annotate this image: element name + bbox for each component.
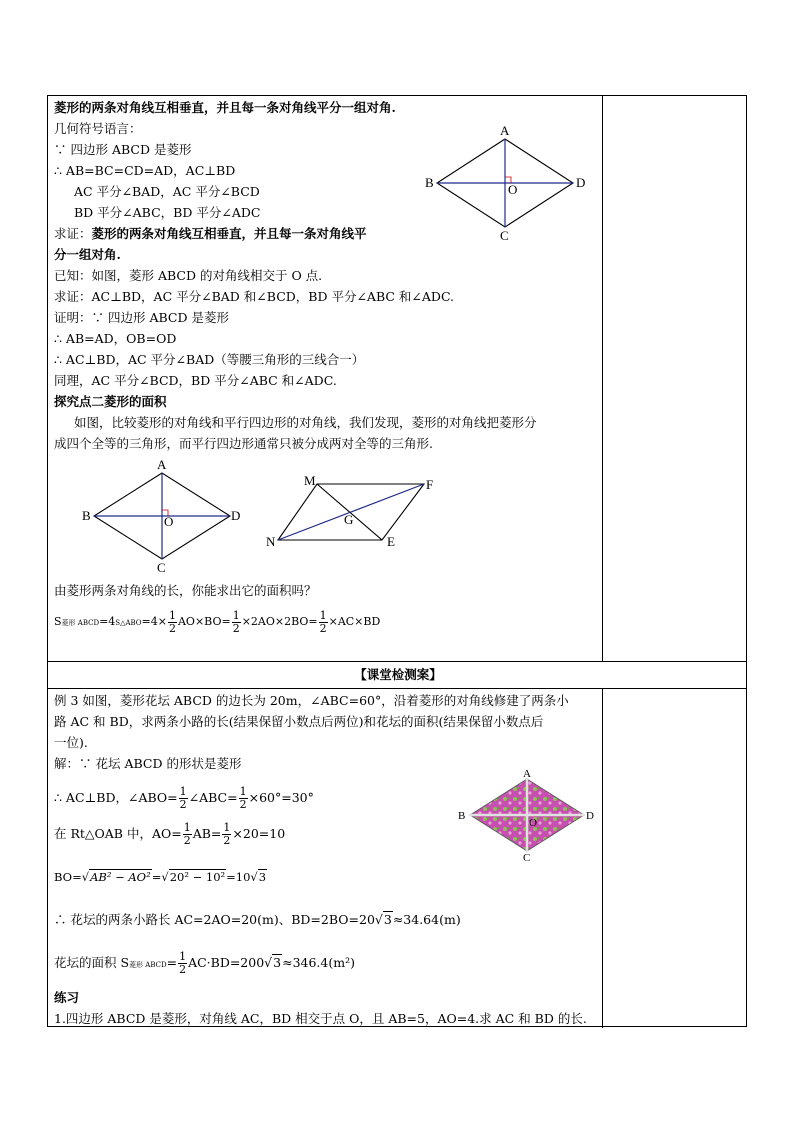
symbolic-label: 几何符号语言： [54,121,142,136]
frac-num: 1 [179,785,187,798]
fraction-half [319,610,328,635]
proof-line-3: ∴ AC⊥BD，AC 平分∠BAD（等腰三角形的三线合一） [54,352,365,367]
sol2-b: ∠ABC= [188,790,238,805]
area-sub-rhombus: 菱形 ABCD [61,619,100,627]
prove-line-1: 菱形的两条对角线互相垂直，并且每一条对角线平 [91,226,367,241]
area-eq1: =4 [99,615,116,628]
sqrt-3: √3 [250,870,267,884]
label-d: D [231,508,241,523]
sqrt-5-radicand: 3 [273,955,282,970]
sol6-b: = [166,955,178,970]
explore-line-1: 如图，比较菱形的对角线和平行四边形的对角线，我们发现，菱形的对角线把菱形分 [74,415,537,430]
frac-den: 2 [232,621,240,635]
sqrt-4: √3 [374,912,392,927]
example-line-3: 一位). [54,735,88,750]
area-t2: ×2AO×2BO= [241,615,318,628]
sol2-c: ×60°=30° [248,790,314,805]
sol6-d: ≈346.4(m²) [282,955,355,970]
column-divider-bottom [602,688,603,1028]
label-f: F [426,477,434,492]
area-formula [54,608,380,637]
rhombus-figure-2 [78,456,248,576]
frac-den: 2 [179,798,187,811]
fraction-half [168,610,177,635]
sol4-a: BO= [54,870,82,884]
section-header: 【课堂检测案】 [354,667,442,682]
fraction-half [179,786,188,811]
solution-line-6 [54,949,355,979]
sol6-a: 花坛的面积 S [54,955,130,970]
solution-line-2 [54,784,314,812]
sqrt-5: √3 [264,955,282,970]
solution-line-5 [54,912,461,928]
label-a: A [523,768,531,780]
prove-line-2: 分一组对角. [54,247,121,262]
label-a: A [500,123,510,138]
fraction-half [239,786,248,811]
label-d: D [586,810,594,822]
sqrt-3-radicand: 3 [258,870,267,884]
fraction-half [183,822,192,847]
sol2-a: ∴ AC⊥BD，∠ABO= [54,790,178,805]
sqrt-1-radicand: AB² − AO² [90,870,151,884]
label-o: O [529,817,537,829]
parallelogram-figure [262,472,442,552]
label-d: D [576,175,586,190]
frac-den: 2 [179,963,187,976]
prove-statement [54,226,367,242]
sol4-c: =10 [226,870,251,884]
frac-den: 2 [223,834,231,847]
label-b: B [82,508,91,523]
sqrt-1: √AB² − AO² [81,870,151,884]
theorem-text: 菱形的两条对角线互相垂直，并且每一条对角线平分一组对角. [54,100,396,115]
example-line-1: 例 3 如图，菱形花坛 ABCD 的边长为 20m，∠ABC=60°，沿着菱形的对角线修建了两条小 [54,693,569,708]
flower-bed-figure [452,766,602,866]
frac-num: 1 [239,785,247,798]
symbolic-line-2: ∴ AB=BC=CD=AD，AC⊥BD [54,163,236,178]
label-o: O [508,182,518,197]
explore-line-2: 成四个全等的三角形，而平行四边形通常只被分成两对全等的三角形. [54,436,433,451]
frac-den: 2 [183,834,191,847]
practice-1: 1.四边形 ABCD 是菱形，对角线 AC，BD 相交于点 O，且 AB=5，AO=4.求 AC 和 BD 的长. [54,1011,587,1026]
label-e: E [387,534,395,549]
frac-den: 2 [168,621,176,635]
symbolic-line-1: ∵ 四边形 ABCD 是菱形 [54,142,192,157]
proof-line-4: 同理，AC 平分∠BCD，BD 平分∠ABC 和∠ADC. [54,373,337,388]
area-t1: AO×BO= [177,615,231,628]
area-question: 由菱形两条对角线的长，你能求出它的面积吗？ [54,583,317,598]
prove-prefix: 求证： [54,226,92,241]
frac-den: 2 [319,621,327,635]
frac-num: 1 [232,608,240,622]
sol6-sub: 菱形 ABCD [129,961,167,969]
label-c: C [157,560,166,575]
solution-line-3 [54,820,285,848]
proof-line-1: 证明：∵ 四边形 ABCD 是菱形 [54,310,229,325]
label-g: G [344,512,354,527]
example-line-2: 路 AC 和 BD，求两条小路的长(结果保留小数点后两位)和花坛的面积(结果保留小数点后 [54,714,544,729]
fraction-half [232,610,241,635]
known-text: 已知：如图，菱形 ABCD 的对角线相交于 O 点. [54,268,323,283]
sol3-c: ×20=10 [232,826,286,841]
solution-line-1: 解：∵ 花坛 ABCD 的形状是菱形 [54,756,242,771]
label-n: N [266,534,276,549]
label-o: O [164,514,174,529]
row-divider-1 [48,661,746,662]
label-b: B [425,175,434,190]
sol3-a: 在 Rt△OAB 中，AO= [54,826,182,841]
sol3-b: AB= [192,826,222,841]
symbolic-line-3: AC 平分∠BAD，AC 平分∠BCD [74,184,260,199]
sol5-a: ∴ 花坛的两条小路长 AC=2AO=20(m)、BD=2BO=20 [54,912,375,927]
frac-num: 1 [168,608,176,622]
frac-num: 1 [179,950,187,963]
area-S: S [54,615,62,628]
frac-num: 1 [223,821,231,834]
sol6-c: AC·BD=200 [188,955,265,970]
label-c: C [523,852,531,864]
rhombus-figure-1 [420,122,590,242]
label-a: A [157,457,167,472]
practice-title: 练习 [54,990,80,1005]
symbolic-line-4: BD 平分∠ABC，BD 平分∠ADC [74,205,261,220]
frac-num: 1 [319,608,327,622]
area-t3: ×AC×BD [328,615,381,628]
sqrt-2-radicand: 20² − 10² [169,870,226,884]
sol5-b: ≈34.64(m) [392,912,461,927]
area-eq2: =4× [141,615,167,628]
proof-line-2: ∴ AB=AD，OB=OD [54,331,177,346]
area-sub-triangle: △ABO [120,619,142,627]
explore-title: 探究点二菱形的面积 [54,394,167,409]
label-c: C [500,228,509,242]
frac-den: 2 [239,798,247,811]
fraction-half [178,951,187,976]
sqrt-2: √20² − 10² [161,870,226,884]
sol4-b: = [151,870,162,884]
qiuzheng-text: 求证：AC⊥BD，AC 平分∠BAD 和∠BCD，BD 平分∠ABC 和∠ADC. [54,289,455,304]
solution-line-4 [54,869,267,885]
label-b: B [458,810,466,822]
frac-num: 1 [183,821,191,834]
sqrt-4-radicand: 3 [383,912,392,927]
row-divider-2 [48,688,746,689]
column-divider-top [602,96,603,661]
label-m: M [304,473,316,488]
fraction-half [222,822,231,847]
area-S2: S [115,619,121,627]
